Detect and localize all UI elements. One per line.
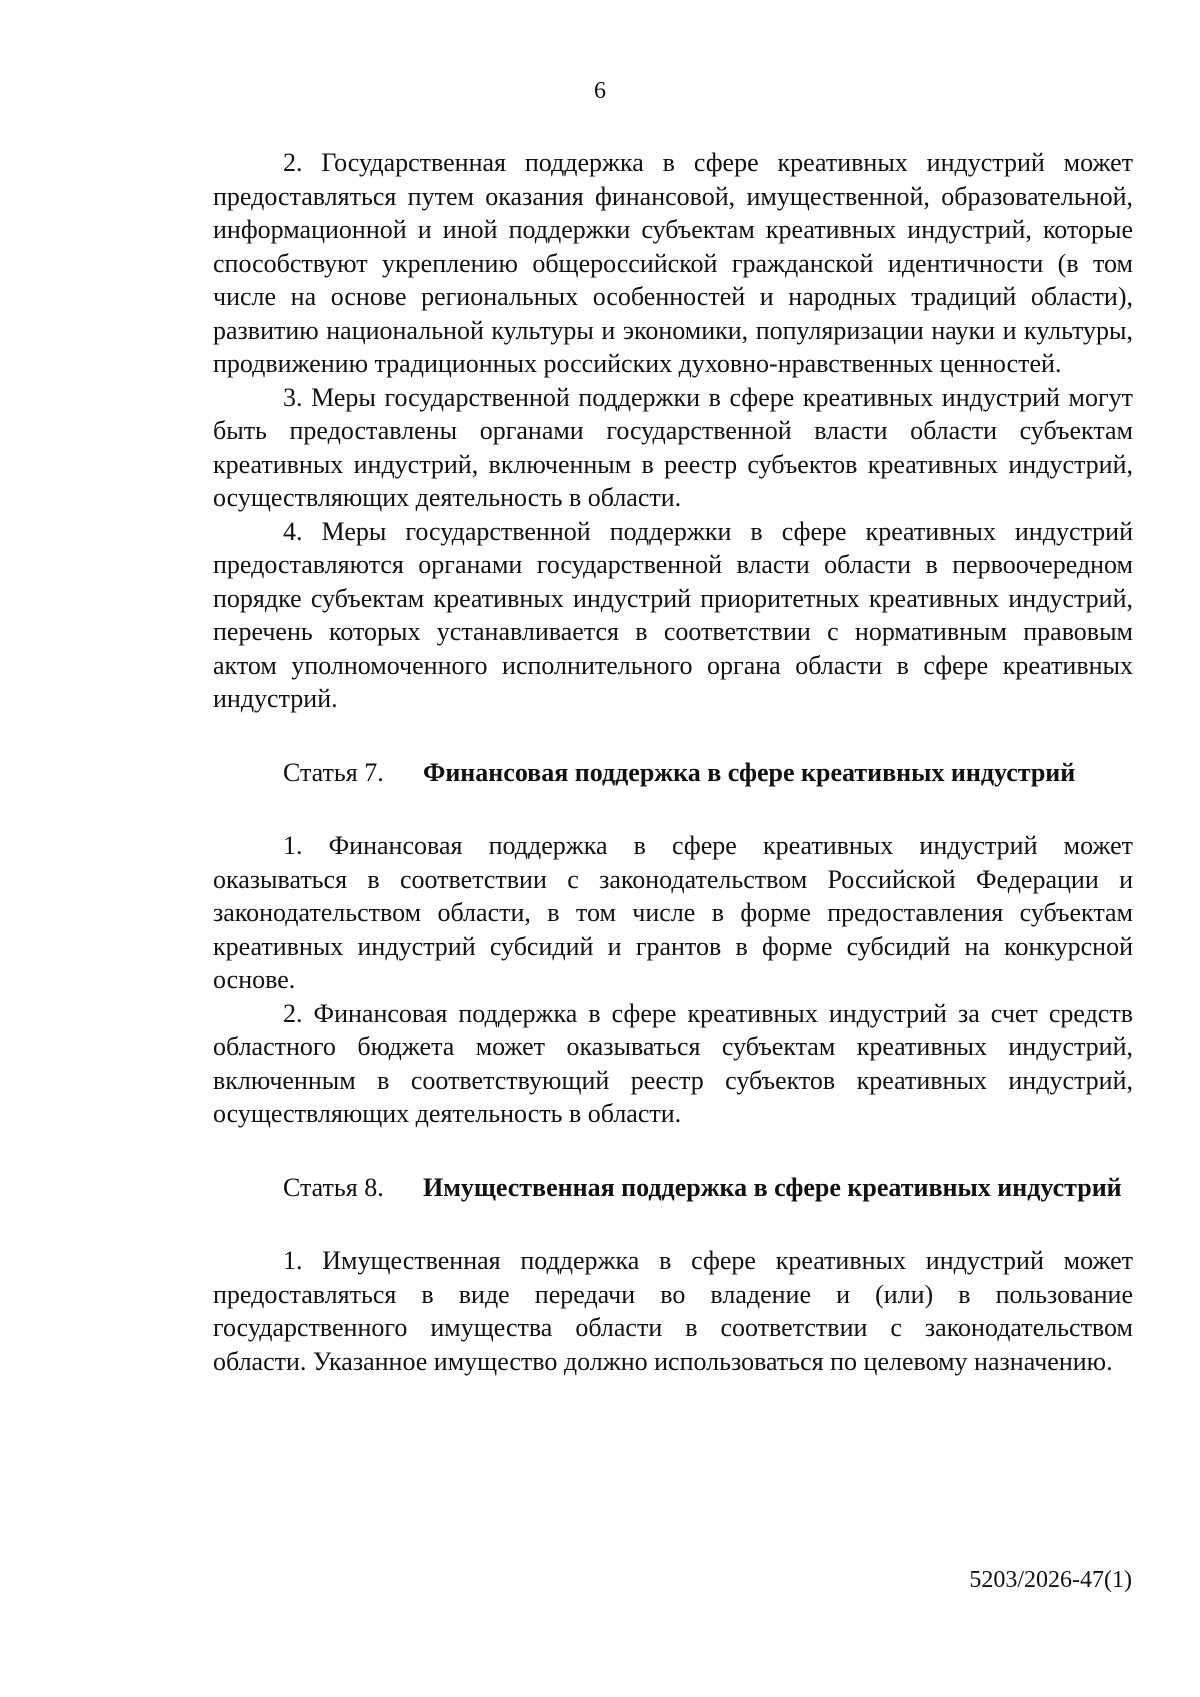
paragraph: 3. Меры государственной поддержки в сфере креативных индустрий могут быть предоставлены органами государственной власти области субъектам креативных индустрий, включенным в реестр субъектов креативных индустрий, осуществляющих деятельность в области.	[213, 382, 1133, 512]
article-label: Статья 7.	[283, 757, 384, 787]
article-7-heading	[213, 756, 1133, 790]
document-code: 5203/2026-47(1)	[969, 1567, 1132, 1593]
article-title: Финансовая поддержка в сфере креативных индустрий	[423, 757, 1076, 787]
paragraph: 2. Государственная поддержка в сфере креативных индустрий может предоставляться путем оказания финансовой, имущественной, образовательной, информационной и иной поддержки субъектам креативных индустрий, которые способствуют укреплению общероссийской гражданской идентичности (в том числе на основе региональных особенностей и народных традиций области), развитию национальной культуры и экономики, популяризации науки и культуры, продвижению традиционных российских духовно-нравственных ценностей.	[213, 148, 1133, 378]
page-number: 6	[594, 78, 606, 104]
article-title: Имущественная поддержка в сфере креативных индустрий	[423, 1172, 1122, 1202]
article-label: Статья 8.	[283, 1172, 384, 1202]
paragraph: 1. Имущественная поддержка в сфере креативных индустрий может предоставляться в виде передачи во владение и (или) в пользование государственного имущества области в соответствии с законодательством области. Указанное имущество должно использоваться по целевому назначению.	[213, 1246, 1133, 1376]
paragraph: 1. Финансовая поддержка в сфере креативных индустрий может оказываться в соответствии с законодательством Российской Федерации и законодательством области, в том числе в форме предоставления субъектам креативных индустрий субсидий и грантов в форме субсидий на конкурсной основе.	[213, 831, 1133, 994]
document-body	[213, 146, 1133, 1378]
article-8-heading	[213, 1171, 1133, 1205]
paragraph: 4. Меры государственной поддержки в сфере креативных индустрий предоставляются органами государственной власти области в первоочередном порядке субъектам креативных индустрий приоритетных креативных индустрий, перечень которых устанавливается в соответствии с нормативным правовым актом уполномоченного исполнительного органа области в сфере креативных индустрий.	[213, 516, 1133, 713]
paragraph: 2. Финансовая поддержка в сфере креативных индустрий за счет средств областного бюджета может оказываться субъектам креативных индустрий, включенным в соответствующий реестр субъектов креативных индустрий, осуществляющих деятельность в области.	[213, 998, 1133, 1128]
